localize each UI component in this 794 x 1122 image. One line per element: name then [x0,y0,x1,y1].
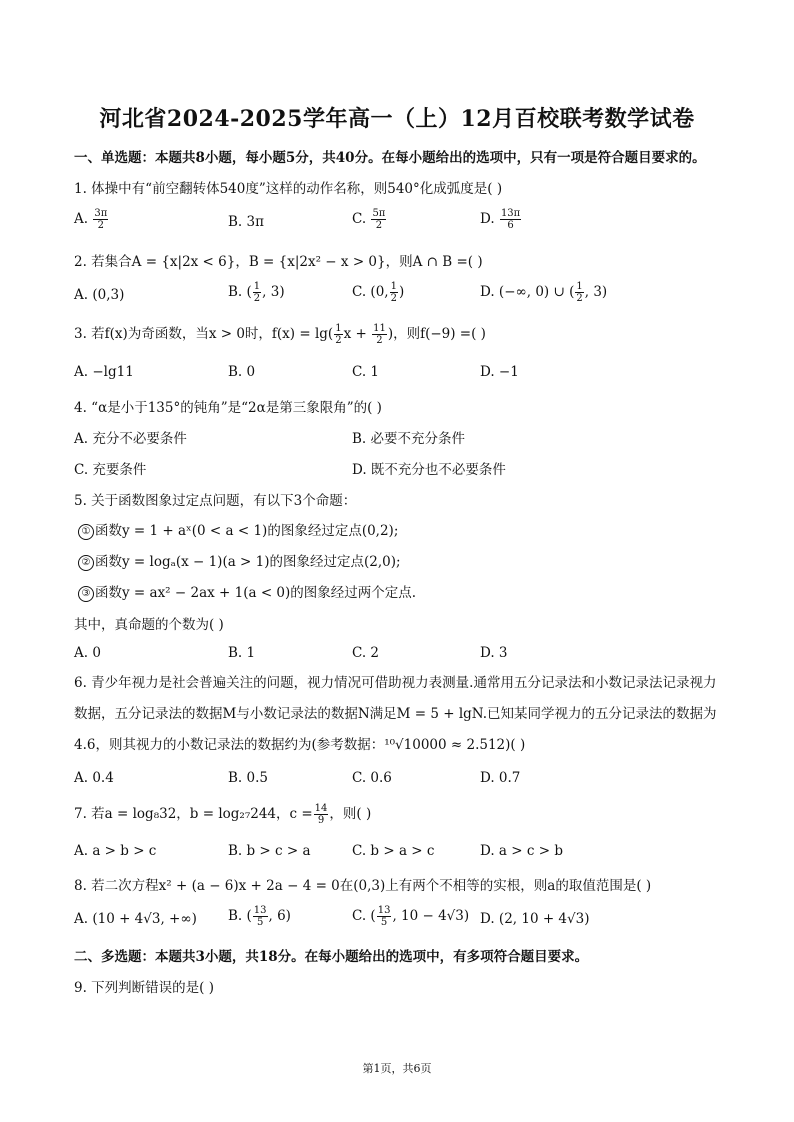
q5-option-a: A. 0 [74,645,101,661]
q6-option-a: A. 0.4 [74,770,114,786]
q3-option-c: C. 1 [352,364,380,380]
q5-statement-2: ② 函数y = logₐ(x − 1)(a > 1)的图象经过定点(2,0); [78,550,401,571]
q5-ask: 其中，真命题的个数为( ) [74,617,224,633]
q5-option-c: C. 2 [352,645,380,661]
q6-option-c: C. 0.6 [352,770,392,786]
section-multiple-choice: 二、多选题：本题共3小题，共18分。在每小题给出的选项中，有多项符合题目要求。 [74,949,589,965]
question-4: 4. “α是小于135°的钝角”是“2α是第三象限角”的( ) [74,400,382,416]
q7-option-c: C. b > a > c [352,843,435,859]
q7-option-b: B. b > c > a [228,843,311,859]
q2-option-d: D. (−∞, 0) ∪ ( $\frac{1}{2}$ , 3) [480,281,608,304]
section-single-choice: 一、单选题：本题共8小题，每小题5分，共40分。在每小题给出的选项中，只有一项是符合题目要求的。 [74,150,706,166]
q3-option-d: D. −1 [480,364,519,380]
q5-statement-1: ① 函数y = 1 + aˣ(0 < a < 1)的图象经过定点(0,2); [78,519,398,540]
q8-option-a: A. (10 + 4√3, +∞) [74,911,197,927]
q1-option-d: D. $\frac{13\pi}{6}$ [480,208,521,231]
q4-option-d: D. 既不充分也不必要条件 [352,462,506,478]
q2-option-a: A. (0,3) [74,287,125,303]
q5-option-d: D. 3 [480,645,508,661]
question-5: 5. 关于函数图象过定点问题，有以下3个命题： [74,493,357,509]
question-7: 7. 若a = log₈32，b = log₂₇244，c = $\frac{14}{9}$ ，则( ) [74,803,372,826]
question-9: 9. 下列判断错误的是( ) [74,980,214,996]
q8-option-d: D. (2, 10 + 4√3) [480,911,590,927]
question-1: 1. 体操中有“前空翻转体540度”这样的动作名称，则540°化成弧度是( ) [74,181,503,197]
question-3: 3. 若f(x)为奇函数，当x > 0时，f(x) = lg( $\frac{1}{2}$ x + $\frac{11}{2}$ )，则f(−9) =( ) [74,323,486,346]
q3-option-b: B. 0 [228,364,256,380]
q6-option-b: B. 0.5 [228,770,268,786]
q4-option-c: C. 充要条件 [74,462,147,478]
question-8: 8. 若二次方程x² + (a − 6)x + 2a − 4 = 0在(0,3)上有两个不相等的实根，则a的取值范围是( ) [74,878,652,894]
q4-option-a: A. 充分不必要条件 [74,431,187,447]
q2-option-c: C. (0, $\frac{1}{2}$ ) [352,281,405,304]
q5-statement-3: ③ 函数y = ax² − 2ax + 1(a < 0)的图象经过两个定点. [78,581,416,602]
q5-option-b: B. 1 [228,645,256,661]
q4-option-b: B. 必要不充分条件 [352,431,466,447]
q7-option-d: D. a > c > b [480,843,563,859]
page-title: 河北省2024-2025学年高一（上）12月百校联考数学试卷 [99,106,695,132]
question-6: 6. 青少年视力是社会普遍关注的问题，视力情况可借助视力表测量.通常用五分记录法和小数记录法记录视力数据，五分记录法的数据M与小数记录法的数据N满足M = 5 + lgN.已知某同学视力的五分记录法的数据为4.6，则其视力的小数记录法的数据约为(参考数据：¹⁰√10000 ≈ 2.512)( ) [74,675,717,753]
question-2: 2. 若集合A = {x|2x < 6}，B = {x|2x² − x > 0}，则A ∩ B =( ) [74,254,483,270]
q1-option-b: B. 3π [228,214,264,230]
q2-option-b: B. ( $\frac{1}{2}$ , 3) [228,281,285,304]
q8-option-b: B. ( $\frac{13}{5}$ , 6) [228,905,291,928]
q1-option-a: A. $\frac{3\pi}{2}$ [74,208,108,231]
q3-option-a: A. −lg11 [74,364,134,380]
q7-option-a: A. a > b > c [74,843,157,859]
q8-option-c: C. ( $\frac{13}{5}$ , 10 − 4√3) [352,905,470,928]
q1-option-c: C. $\frac{5\pi}{2}$ [352,208,386,231]
page-footer: 第1页，共6页 [362,1062,432,1075]
q6-option-d: D. 0.7 [480,770,521,786]
